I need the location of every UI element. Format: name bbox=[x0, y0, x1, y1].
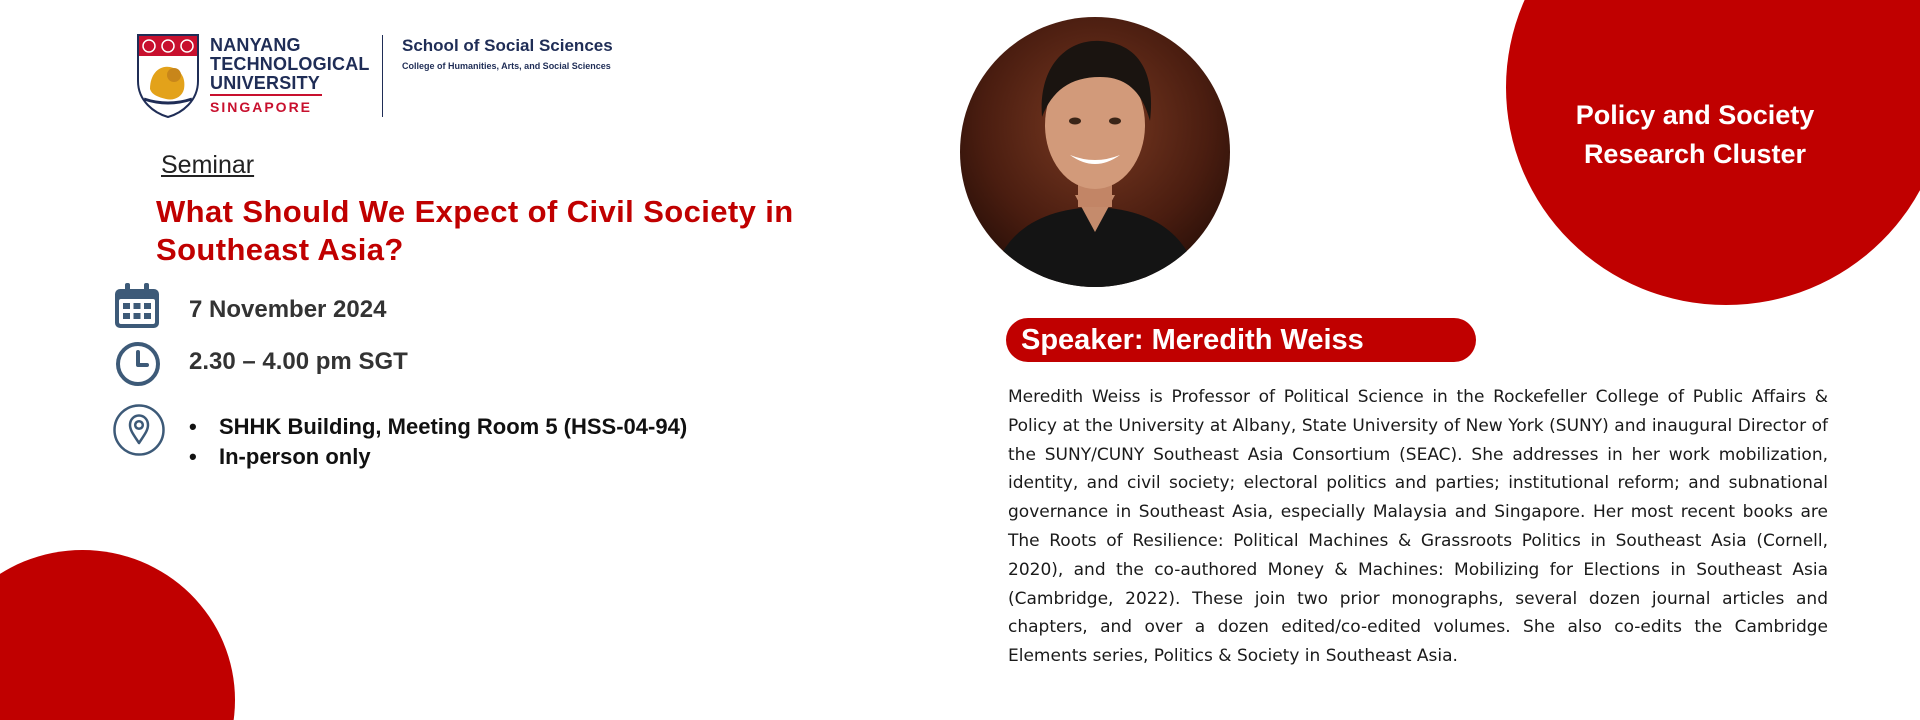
university-country: SINGAPORE bbox=[210, 99, 313, 115]
event-title: What Should We Expect of Civil Society in Southeast Asia? bbox=[156, 194, 794, 267]
speaker-photo bbox=[960, 17, 1230, 287]
location-list bbox=[189, 412, 687, 472]
cluster-line-2: Research Cluster bbox=[1583, 139, 1807, 169]
location-item-venue: • SHHK Building, Meeting Room 5 (HSS-04-94) bbox=[189, 412, 687, 442]
speaker-bio: Meredith Weiss is Professor of Political Science in the Rockefeller College of Public Affairs & Policy at the University at Albany, State University of New York (SUNY) and inaugural Director of the SUNY/CUNY Southeast Asia Consortium (SEAC). She addresses in her work mobilization, identity, and civil society; electoral politics and parties; institutional reform; and subnational governance in Southeast Asia, especially Malaysia and Singapore. Her most recent books are The Roots of Resilience: Political Machines & Grassroots Politics in Southeast Asia (Cornell, 2020), and the co-authored Money & Machines: Mobilizing for Elections in Southeast Asia (Cambridge, 2022). These join two prior monographs, several dozen journal articles and chapters, and over a dozen edited/co-edited volumes. She also co-edits the Cambridge Elements series, Politics & Society in Southeast Asia. bbox=[1008, 387, 1828, 667]
college-name: College of Humanities, Arts, and Social Sciences bbox=[402, 61, 611, 71]
logo-rule bbox=[210, 94, 322, 96]
cluster-line-1: Policy and Society bbox=[1575, 100, 1815, 130]
map-pin-icon bbox=[112, 403, 166, 457]
event-type: Seminar bbox=[161, 151, 255, 179]
logo-separator bbox=[382, 35, 383, 117]
university-line-1: NANYANG bbox=[210, 35, 301, 55]
event-time: 2.30 – 4.00 pm SGT bbox=[189, 348, 408, 375]
school-name: School of Social Sciences bbox=[402, 36, 613, 55]
university-logo bbox=[136, 33, 656, 123]
decorative-circle-bottom-left bbox=[0, 550, 235, 720]
ntu-crest-icon bbox=[136, 33, 200, 119]
university-line-2: TECHNOLOGICAL bbox=[210, 54, 370, 74]
speaker-label: Speaker: Meredith Weiss bbox=[1021, 324, 1364, 356]
clock-icon bbox=[114, 340, 162, 388]
event-date: 7 November 2024 bbox=[189, 296, 387, 323]
university-line-3: UNIVERSITY bbox=[210, 73, 321, 93]
research-cluster-label bbox=[1530, 96, 1860, 174]
location-item-mode: • In-person only bbox=[189, 442, 687, 472]
university-name bbox=[210, 36, 370, 93]
calendar-icon bbox=[112, 281, 162, 331]
